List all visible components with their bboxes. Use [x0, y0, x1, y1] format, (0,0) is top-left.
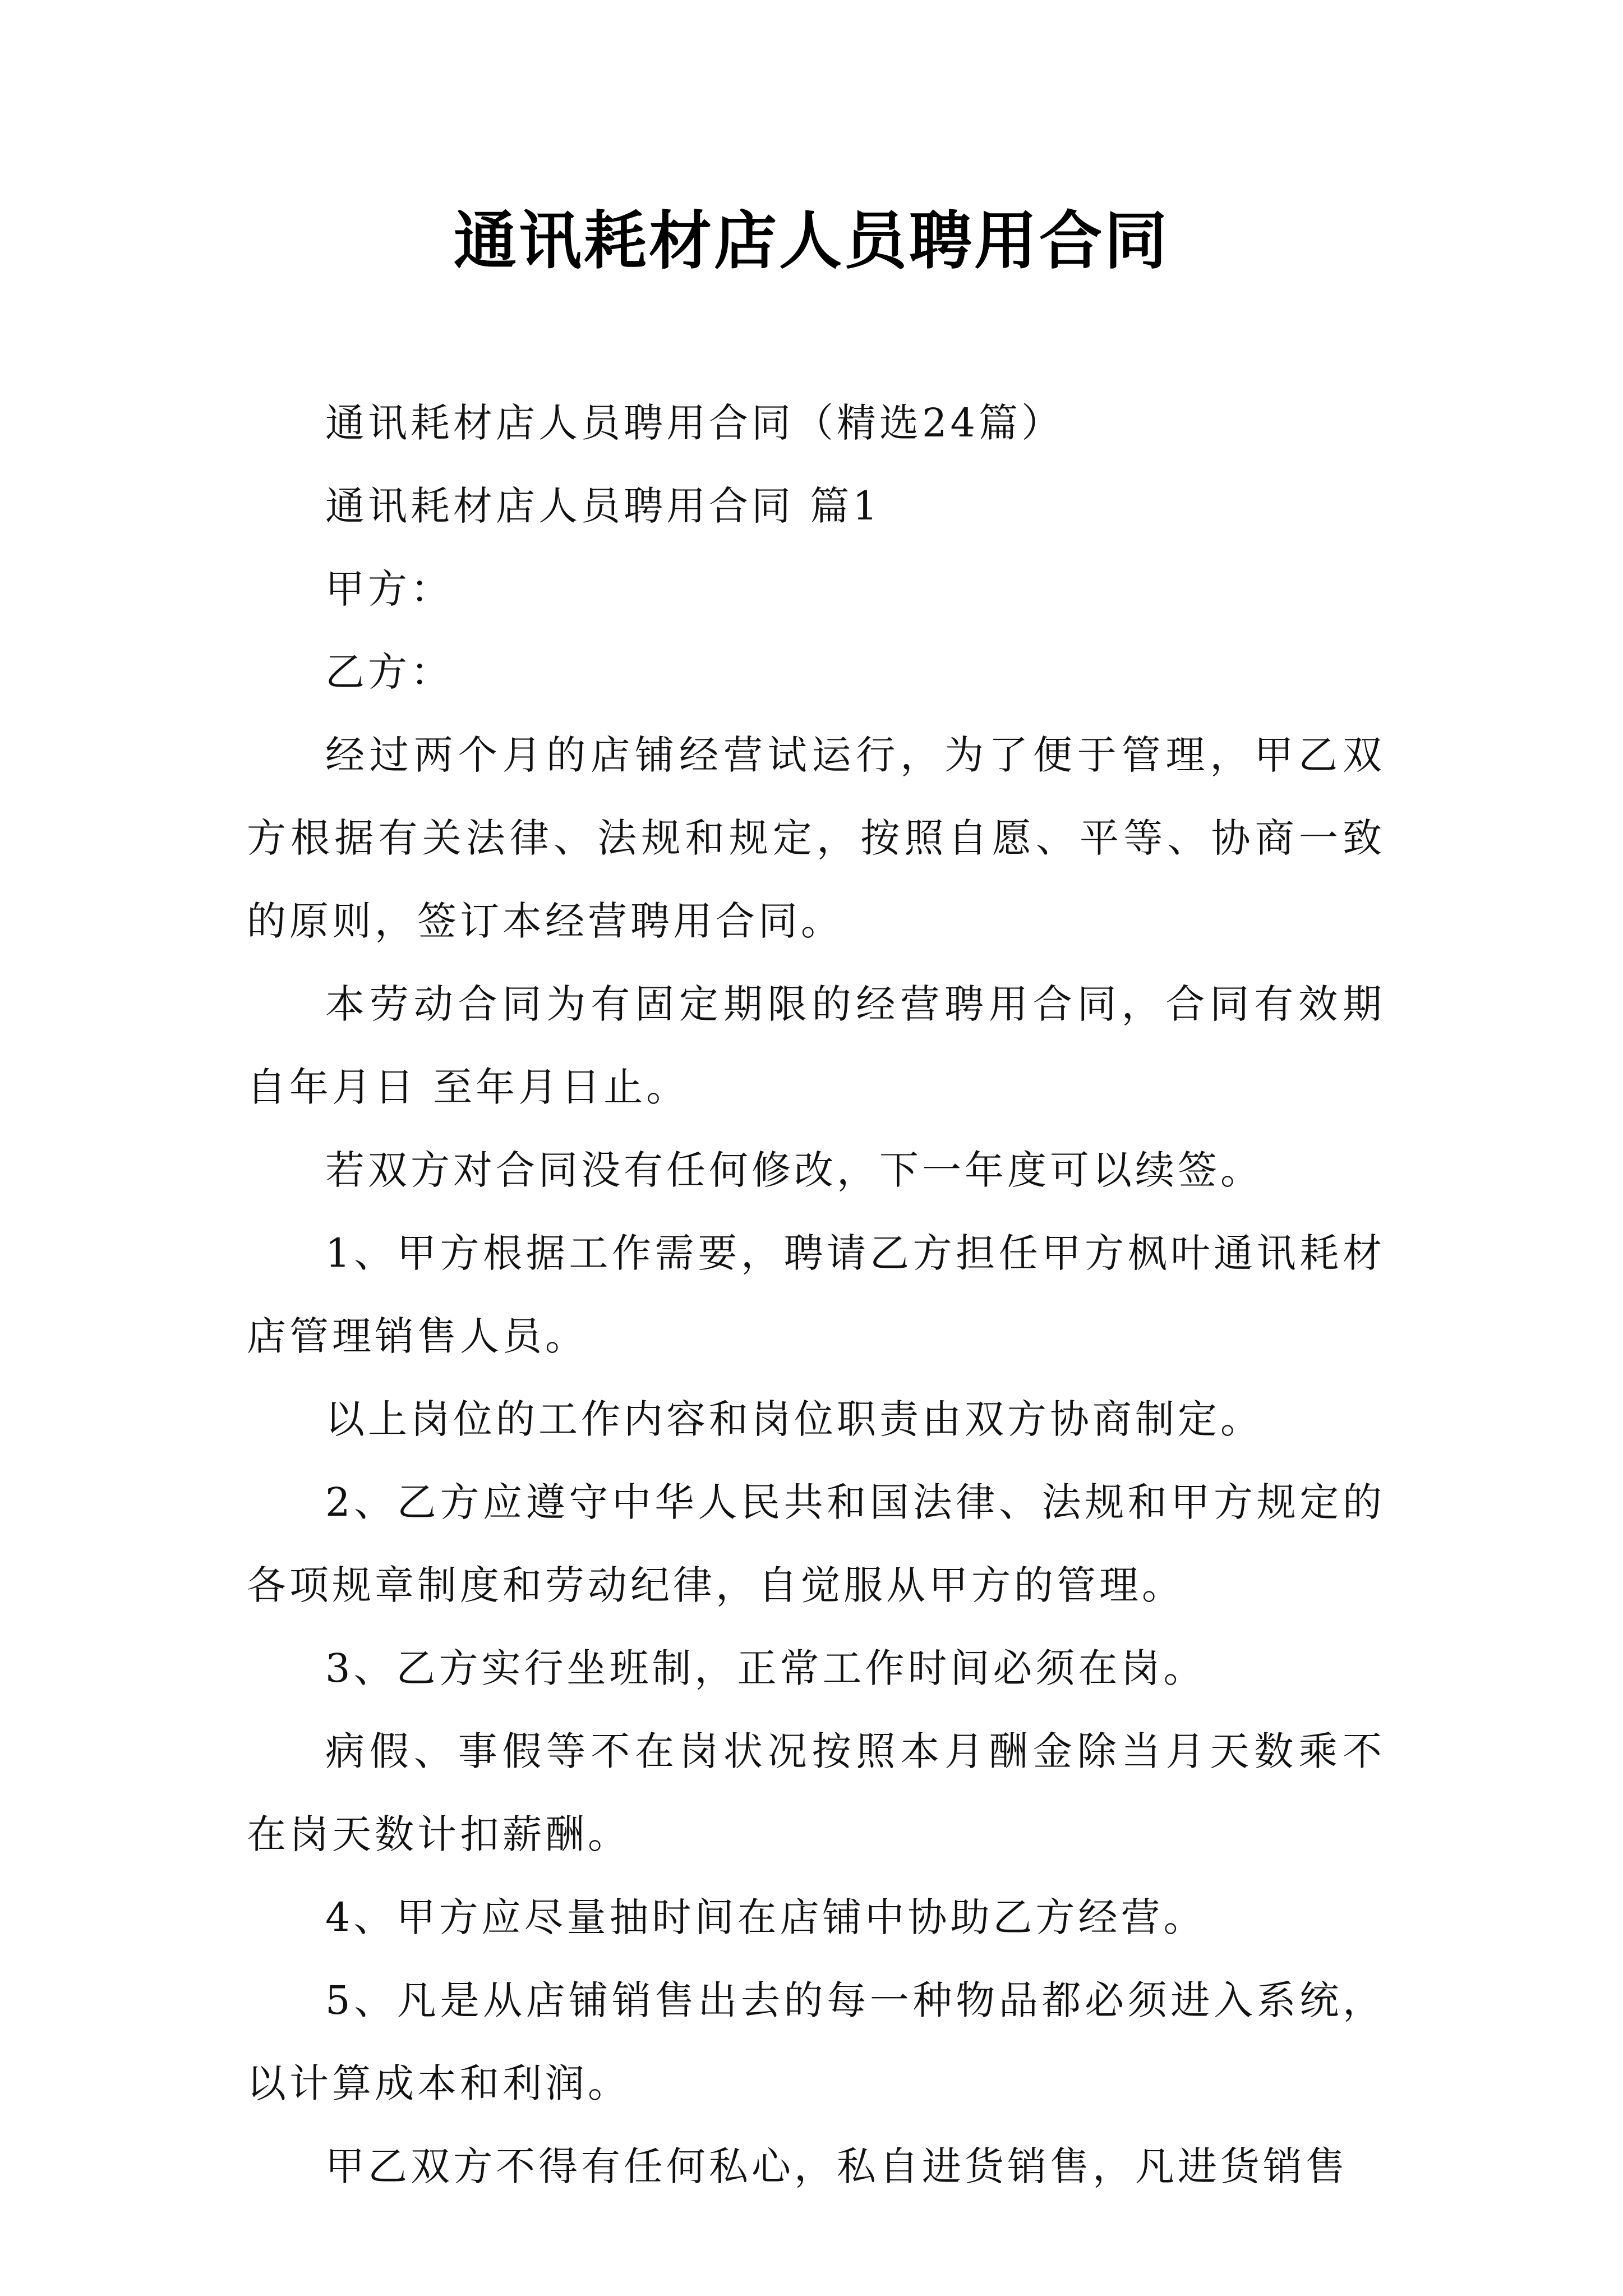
document-body — [247, 381, 1385, 2208]
paragraph-section-heading: 通讯耗材店人员聘用合同 篇1 — [325, 483, 881, 529]
paragraph-party-b: 乙方： — [325, 649, 453, 695]
paragraph-clause-3: 3、乙方实行坐班制，正常工作时间必须在岗。 — [325, 1645, 1206, 1691]
paragraph-clause-1: 1、甲方根据工作需要，聘请乙方担任甲方枫叶通讯耗材店管理销售人员。 — [247, 1230, 1385, 1359]
paragraph-term: 本劳动合同为有固定期限的经营聘用合同，合同有效期自年月日 至年月日止。 — [247, 981, 1385, 1110]
document-title: 通讯耗材店人员聘用合同 — [454, 205, 1169, 278]
paragraph-collection-title: 通讯耗材店人员聘用合同（精选24篇） — [325, 400, 1064, 446]
paragraph-leave: 病假、事假等不在岗状况按照本月酬金除当月天数乘不在岗天数计扣薪酬。 — [247, 1728, 1385, 1857]
paragraph-clause-5: 5、凡是从店铺销售出去的每一种物品都必须进入系统，以计算成本和利润。 — [247, 1977, 1385, 2106]
paragraph-preamble: 经过两个月的店铺经营试运行，为了便于管理，甲乙双方根据有关法律、法规和规定，按照自愿、平等、协商一致的原则，签订本经营聘用合同。 — [247, 732, 1385, 944]
paragraph-party-a: 甲方： — [325, 566, 453, 612]
paragraph-duties: 以上岗位的工作内容和岗位职责由双方协商制定。 — [325, 1396, 1263, 1442]
paragraph-no-private-sales: 甲乙双方不得有任何私心，私自进货销售，凡进货销售 — [325, 2143, 1348, 2189]
paragraph-renewal: 若双方对合同没有任何修改，下一年度可以续签。 — [325, 1147, 1263, 1193]
paragraph-clause-2: 2、乙方应遵守中华人民共和国法律、法规和甲方规定的各项规章制度和劳动纪律，自觉服从甲方的管理。 — [247, 1479, 1385, 1608]
paragraph-clause-4: 4、甲方应尽量抽时间在店铺中协助乙方经营。 — [325, 1894, 1206, 1940]
